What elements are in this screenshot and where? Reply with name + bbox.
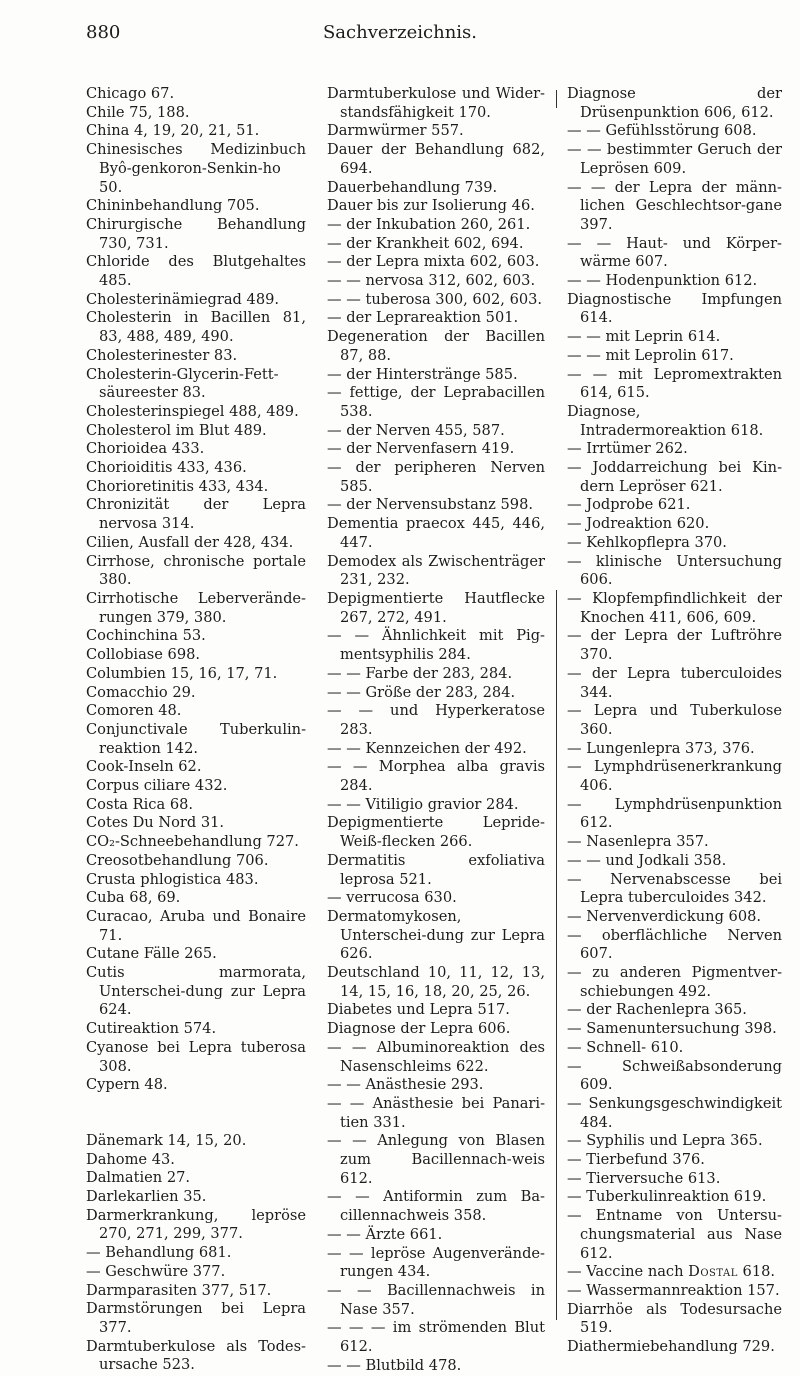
index-entry: Darmstörungen bei Lepra 377. xyxy=(86,1300,306,1336)
index-entry: Darmtuberkulose und Wider-standsfähigkeit 170. xyxy=(327,85,545,121)
index-entry: — zu anderen Pigmentver-schiebungen 492. xyxy=(567,964,782,1000)
index-entry: Diagnostische Impfungen 614. xyxy=(567,290,782,327)
index-entry: — der Lepra mixta 602, 603. xyxy=(327,253,540,271)
index-entry: — — bestimmter Geruch der Leprösen 609. xyxy=(567,141,782,177)
index-column-3 xyxy=(567,85,782,1357)
index-entry: Dahome 43. xyxy=(86,1150,175,1168)
letter-section-gap xyxy=(86,1095,306,1132)
index-entry: China 4, 19, 20, 21, 51. xyxy=(86,122,260,140)
index-entry: Diabetes und Lepra 517. xyxy=(327,1001,510,1019)
index-entry: — — Albuminoreaktion des Nasenschleims 622. xyxy=(327,1038,545,1075)
index-entry: — — Bacillennachweis in Nase 357. xyxy=(327,1282,545,1318)
index-entry: Crusta phlogistica 483. xyxy=(86,870,259,888)
index-entry: — — Farbe der 283, 284. xyxy=(327,664,513,682)
index-entry: — Lungenlepra 373, 376. xyxy=(567,739,755,757)
index-entry: Chirurgische Behandlung 730, 731. xyxy=(86,215,306,252)
index-entry: Cirrhose, chronische portale 380. xyxy=(86,552,306,589)
index-entry: — Lepra und Tuberkulose 360. xyxy=(567,702,782,738)
index-entry: — — Antiformin zum Ba-cillennachweis 358. xyxy=(327,1188,545,1225)
index-entry: — — Kennzeichen der 492. xyxy=(327,739,527,757)
index-entry: Cutis marmorata, Unterschei-dung zur Lepra 624. xyxy=(86,964,306,1019)
index-entry: Cochinchina 53. xyxy=(86,627,206,645)
index-entry: Cilien, Ausfall der 428, 434. xyxy=(86,533,294,551)
index-entry: — Nervenabscesse bei Lepra tuberculoides 342. xyxy=(567,870,782,907)
index-entry: — Samenuntersuchung 398. xyxy=(567,1020,777,1038)
index-entry: Dermatitis exfoliativa leprosa 521. xyxy=(327,851,545,888)
index-entry: — Tuberkulinreaktion 619. xyxy=(567,1188,767,1206)
index-entry: — — Anästhesie bei Panari-tien 331. xyxy=(327,1094,545,1131)
index-entry: — Wassermannreaktion 157. xyxy=(567,1282,780,1299)
index-entry: Columbien 15, 16, 17, 71. xyxy=(86,664,278,682)
index-entry: Cuba 68, 69. xyxy=(86,889,181,907)
index-entry: Comacchio 29. xyxy=(86,683,196,701)
index-entry: — — lepröse Augenverände-rungen 434. xyxy=(327,1244,545,1281)
index-entry: Darlekarlien 35. xyxy=(86,1188,207,1206)
index-entry: — — Morphea alba gravis 284. xyxy=(327,758,545,795)
index-entry: — Joddarreichung bei Kin-dern Lepröser 621. xyxy=(567,459,782,495)
index-entry: Dalmatien 27. xyxy=(86,1169,191,1187)
index-entry: Chicago 67. xyxy=(86,85,175,102)
index-entry: — der Nervenfasern 419. xyxy=(327,440,515,458)
index-entry: — — und Hyperkeratose 283. xyxy=(327,702,545,738)
index-entry: — klinische Untersuchung 606. xyxy=(567,552,782,589)
index-entry: — oberflächliche Nerven 607. xyxy=(567,926,782,963)
index-entry: — Kehlkopflepra 370. xyxy=(567,533,727,551)
index-entry: Cook-Inseln 62. xyxy=(86,758,202,776)
index-entry: — Klopfempfindlichkeit der Knochen 411, 606, 609. xyxy=(567,589,782,626)
index-entry: — Senkungsgeschwindigkeit 484. xyxy=(567,1094,782,1131)
index-entry: — der Nerven 455, 587. xyxy=(327,421,505,439)
index-entry: Cholesterin-Glycerin-Fett-säureester 83. xyxy=(86,365,279,402)
index-entry: Curacao, Aruba und Bonaire 71. xyxy=(86,907,306,944)
index-entry: — Lymphdrüsenerkrankung 406. xyxy=(567,758,782,795)
index-entry: — Nasenlepra 357. xyxy=(567,833,709,851)
index-entry: Chronizität der Lepra nervosa 314. xyxy=(86,496,306,533)
index-entry: Diagnose der Lepra 606. xyxy=(327,1020,511,1038)
index-entry: Comoren 48. xyxy=(86,702,182,720)
column-rule xyxy=(556,90,557,108)
index-entry: Diathermiebehandlung 729. xyxy=(567,1338,775,1356)
index-entry: — — Ärzte 661. xyxy=(327,1225,443,1243)
index-entry: — — tuberosa 300, 602, 603. xyxy=(327,290,543,308)
index-entry: — — Anästhesie 293. xyxy=(327,1076,484,1094)
index-entry: — Schweißabsonderung 609. xyxy=(567,1057,782,1094)
index-entry: CO₂-Schneebehandlung 727. xyxy=(86,833,299,851)
index-entry: Conjunctivale Tuberkulin-reaktion 142. xyxy=(86,720,306,757)
index-entry: Degeneration der Bacillen 87, 88. xyxy=(327,328,545,364)
index-entry: Chorioiditis 433, 436. xyxy=(86,459,247,477)
running-title: Sachverzeichnis. xyxy=(322,22,478,43)
index-entry: — — Vitiligio gravior 284. xyxy=(327,795,519,813)
index-entry: — — Hodenpunktion 612. xyxy=(567,272,758,290)
index-entry: — — und Jodkali 358. xyxy=(567,851,727,869)
index-entry: — Schnell- 610. xyxy=(567,1038,684,1056)
index-entry: — — Gefühlsstörung 608. xyxy=(567,122,757,140)
index-entry: — — mit Lepromextrakten 614, 615. xyxy=(567,365,782,402)
index-entry: — der Inkubation 260, 261. xyxy=(327,215,531,233)
index-entry: — Vaccine nach Dostal 618. xyxy=(567,1263,776,1281)
index-entry: — Jodreaktion 620. xyxy=(567,515,710,533)
index-entry: — — mit Leprolin 617. xyxy=(567,346,734,364)
index-entry: Cotes Du Nord 31. xyxy=(86,814,225,832)
index-entry: — — Größe der 283, 284. xyxy=(327,683,516,701)
author-name: Dostal xyxy=(688,1263,738,1281)
index-entry: Chloride des Blutgehaltes 485. xyxy=(86,253,306,290)
index-entry: — Lymphdrüsenpunktion 612. xyxy=(567,795,782,832)
index-entry: — Tierversuche 613. xyxy=(567,1169,721,1187)
index-entry: Cyanose bei Lepra tuberosa 308. xyxy=(86,1038,306,1075)
index-entry: Chinesisches Medizinbuch Byô-genkoron-Senkin-ho 50. xyxy=(86,141,306,196)
index-entry: Cholesterinämiegrad 489. xyxy=(86,290,280,308)
index-entry: — der Lepra der Luftröhre 370. xyxy=(567,627,782,664)
index-entry: — — — im strömenden Blut 612. xyxy=(327,1319,545,1356)
index-entry: — der peripheren Nerven 585. xyxy=(327,459,545,495)
column-rule xyxy=(556,590,557,1320)
index-entry: — Jodprobe 621. xyxy=(567,496,691,514)
index-entry: — Entname von Untersu-chungsmaterial aus Nase 612. xyxy=(567,1207,782,1262)
index-entry: — der Krankheit 602, 694. xyxy=(327,234,524,252)
index-entry: Diarrhöe als Todesursache 519. xyxy=(567,1300,782,1337)
index-entry: — Tierbefund 376. xyxy=(567,1151,705,1169)
index-entry: — — mit Leprin 614. xyxy=(567,328,721,346)
index-entry: Dauer der Behandlung 682, 694. xyxy=(327,141,545,177)
index-entry: Collobiase 698. xyxy=(86,646,201,664)
index-entry: Depigmentierte Hautflecke 267, 272, 491. xyxy=(327,589,545,626)
index-entry: — der Hinterstränge 585. xyxy=(327,365,518,383)
index-entry: Cutireaktion 574. xyxy=(86,1020,217,1038)
index-entry: — fettige, der Leprabacillen 538. xyxy=(327,384,545,420)
index-entry: — Syphilis und Lepra 365. xyxy=(567,1132,763,1150)
page-number: 880 xyxy=(86,22,121,43)
index-entry: Cypern 48. xyxy=(86,1076,168,1094)
index-entry: Chile 75, 188. xyxy=(86,103,190,121)
index-entry: — — Ähnlichkeit mit Pig-mentsyphilis 284. xyxy=(327,627,545,664)
index-entry: — der Leprareaktion 501. xyxy=(327,309,519,327)
index-entry: — Irrtümer 262. xyxy=(567,440,688,458)
index-entry: — Nervenverdickung 608. xyxy=(567,907,762,925)
index-entry: Costa Rica 68. xyxy=(86,795,194,813)
index-entry: Chininbehandlung 705. xyxy=(86,197,260,215)
index-entry: — der Lepra tuberculoides 344. xyxy=(567,664,782,701)
index-entry: Diagnose der Drüsenpunktion 606, 612. xyxy=(567,85,782,121)
index-entry: Dänemark 14, 15, 20. xyxy=(86,1131,247,1149)
index-entry: Darmerkrankung, lepröse 270, 271, 299, 377. xyxy=(86,1206,306,1243)
index-entry: Deutschland 10, 11, 12, 13, 14, 15, 16, 18, 20, 25, 26. xyxy=(327,964,545,1000)
index-entry: Creosotbehandlung 706. xyxy=(86,851,269,869)
index-entry: Cholesterin in Bacillen 81, 83, 488, 489, 490. xyxy=(86,309,306,346)
index-entry: Dementia praecox 445, 446, 447. xyxy=(327,515,545,551)
index-entry: Dauer bis zur Isolierung 46. xyxy=(327,197,535,215)
index-column-1 xyxy=(86,85,306,1375)
index-entry: — — Haut- und Körper-wärme 607. xyxy=(567,234,782,271)
index-entry: — der Rachenlepra 365. xyxy=(567,1001,747,1019)
index-entry: Corpus ciliare 432. xyxy=(86,777,228,795)
index-entry: Cholesterol im Blut 489. xyxy=(86,421,267,439)
index-entry: — — Blutbild 478. xyxy=(327,1356,462,1374)
index-entry: — der Nervensubstanz 598. xyxy=(327,496,533,514)
index-entry: — Geschwüre 377. xyxy=(86,1262,226,1280)
index-entry: Cholesterinspiegel 488, 489. xyxy=(86,402,299,420)
page-header xyxy=(0,22,800,52)
index-column-2 xyxy=(327,85,545,1376)
index-entry: Diagnose, Intradermoreaktion 618. xyxy=(567,402,764,439)
index-entry: Dauerbehandlung 739. xyxy=(327,178,498,196)
index-entry: Cholesterinester 83. xyxy=(86,346,238,364)
index-entry: Darmwürmer 557. xyxy=(327,122,464,140)
index-entry: Cutane Fälle 265. xyxy=(86,945,217,963)
index-entry: Darmtuberkulose als Todes-ursache 523. xyxy=(86,1337,306,1374)
index-entry: Cirrhotische Leberverände-rungen 379, 380. xyxy=(86,589,306,626)
index-entry: — — nervosa 312, 602, 603. xyxy=(327,272,536,290)
index-entry: Dermatomykosen, Unterschei-dung zur Lepra 626. xyxy=(327,907,545,963)
index-entry: Depigmentierte Lepride-Weiß-flecken 266. xyxy=(327,814,545,851)
index-entry: — — Anlegung von Blasen zum Bacillennach-weis 612. xyxy=(327,1132,545,1187)
index-entry: Darmparasiten 377, 517. xyxy=(86,1281,272,1299)
index-entry: Chorioidea 433. xyxy=(86,440,205,458)
index-entry: — verrucosa 630. xyxy=(327,889,457,907)
index-entry: — Behandlung 681. xyxy=(86,1244,232,1262)
index-entry: Demodex als Zwischenträger 231, 232. xyxy=(327,552,545,589)
index-entry: Chorioretinitis 433, 434. xyxy=(86,477,269,495)
index-entry: — — der Lepra der männ-lichen Geschlechtsor-gane 397. xyxy=(567,178,782,233)
